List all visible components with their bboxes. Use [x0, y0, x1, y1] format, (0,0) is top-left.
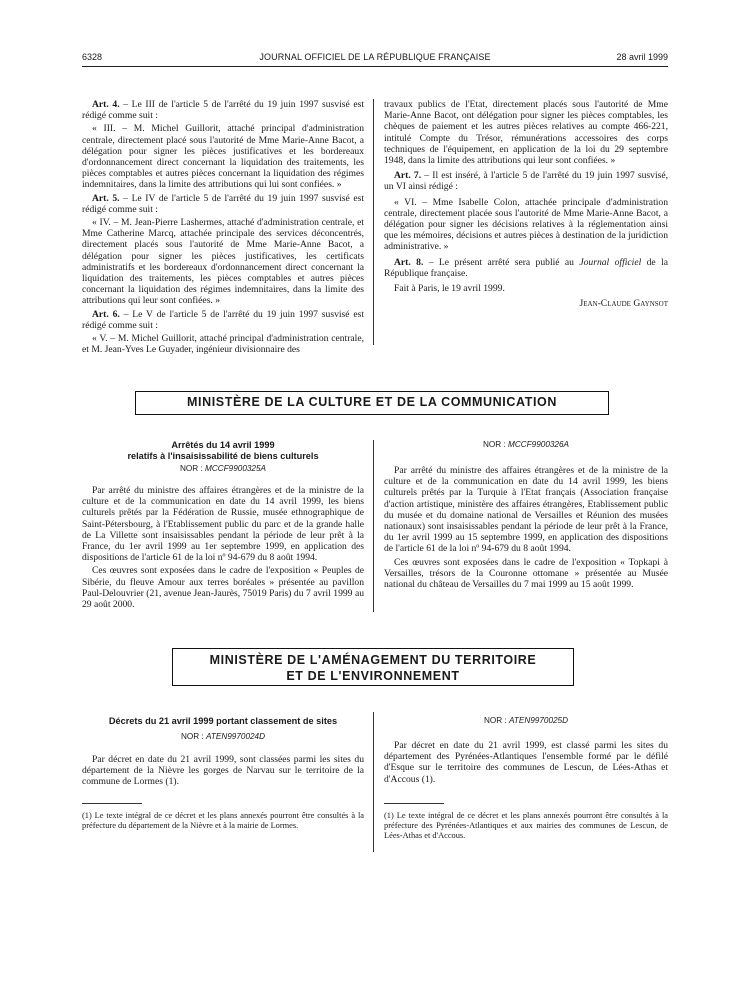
article-8: Art. 8. – Le présent arrêté sera publié au Journal officiel de la République française.	[384, 256, 668, 279]
journal-title: JOURNAL OFFICIEL DE LA RÉPUBLIQUE FRANÇAISE	[259, 52, 491, 62]
article-6: Art. 6. – Le V de l'article 5 de l'arrêté du 19 juin 1997 susvisé est rédigé comme suit :	[82, 308, 365, 331]
page-header	[82, 52, 668, 66]
decree-paragraph: Par décret en date du 21 avril 1999, est classé parmi les sites du département des Pyrénées-Atlantiques l'ensemble formé par le défilé d'Esque sur le territoire des communes de Lescun, de Lées-Athas et d'Accous (1).	[384, 740, 668, 785]
section3-title: Décrets du 21 avril 1999 portant classement de sites	[108, 716, 338, 726]
footnote-rule	[82, 803, 142, 804]
nor-reference: NOR : MCCF9900326A	[482, 440, 569, 449]
nor-reference: NOR : MCCF9900325A	[179, 464, 266, 473]
article-4-quote: « III. – M. Michel Guillorit, attaché principal d'administration centrale, directement placé sous l'autorité de Mme Marie-Anne Bacot, a délégation pour signer les pièces justificatives et les bordereaux d'ordonnancement direct concernant la liquidation des traitements, les pièces comptables et autres pièces concernant la liquidation des régimes indemnitaires, dans la limite des attributions qui lui sont confiées. »	[82, 123, 364, 191]
header-rule	[82, 66, 668, 67]
issue-date: 28 avril 1999	[616, 52, 668, 62]
nor-reference: NOR : ATEN9970025D	[483, 716, 569, 725]
column-divider	[373, 99, 374, 345]
exhibition-paragraph: Ces œuvres sont exposées dans le cadre de l'exposition « Peuples de Sibérie, du fleuve Amour aux terres boréales » présentée au pavillon Paul-Delouvrier (21, avenue Jean-Jaurès, 75019 Paris) du 7 avril 1999 au 29 août 2000.	[82, 565, 364, 611]
decree-paragraph: Par arrêté du ministre des affaires étrangères et de la ministre de la culture et de la communication en date du 14 avril 1999, les biens culturels prêtés par la Fédération de Russie, musée ethnographique de Saint-Pétersbourg, à l'Etablissement public du parc et de la grande halle de La Villette sont insaisissables pendant la période de leur prêt à la France, du 1er avril 1999 au 1er septembre 1999, en application des dispositions de l'article 61 de la loi nº 94-679 du 8 août 1994.	[82, 485, 364, 564]
decree-paragraph: Par arrêté du ministre des affaires étrangères et de la ministre de la culture et de la communication en date du 14 avril 1999, les biens culturels prêtés par la Turquie à l'Etat français (Association française d'action artistique, ministère des affaires étrangères, Etablissement public du musée et du domaine national de Versailles et Réunion des musées nationaux) sont insaisissables pendant la période de leur prêt à la France, du 1er avril 1999 au 15 septembre 1999, en application des dispositions de l'article 61 de la loi nº 94-679 du 8 août 1994.	[384, 465, 668, 555]
ministry-environment-title-line1: MINISTÈRE DE L'AMÉNAGEMENT DU TERRITOIRE	[209, 653, 537, 667]
decree-paragraph: Par décret en date du 21 avril 1999, sont classées parmi les sites du département de la Nièvre les gorges de Narvau sur le territoire de la commune de Lormes (1).	[82, 754, 364, 788]
article-6-quote: « V. – M. Michel Guillorit, attaché principal d'administration centrale, et M. Jean-Yves Le Guyader, ingénieur divisionnaire des	[82, 333, 364, 356]
footnote: (1) Le texte intégral de ce décret et les plans annexés pourront être consultés à la préfecture des Pyrénées-Atlantiques et aux mairies des communes de Lescun, de Lées-Athas et d'Accous.	[384, 811, 668, 840]
signature: Jean-Claude Gaynsot	[579, 298, 668, 310]
section1-right-column	[384, 99, 668, 311]
section3-right-column	[384, 740, 668, 787]
ministry-environment-box	[172, 648, 574, 686]
section1-left-column	[82, 99, 364, 357]
column-divider	[373, 712, 374, 852]
section3-left-column	[82, 754, 364, 790]
article-4: Art. 4. – Le III de l'article 5 de l'arrêté du 19 juin 1997 susvisé est rédigé comme suit :	[82, 99, 365, 122]
ministry-culture-box	[135, 391, 609, 415]
column-divider	[373, 440, 374, 612]
ministry-culture-title: MINISTÈRE DE LA CULTURE ET DE LA COMMUNICATION	[187, 395, 557, 409]
quote-continuation: travaux publics de l'Etat, directement placés sous l'autorité de Mme Marie-Anne Bacot, ont délégation pour signer les pièces comptables, les chèques de paiement et les autres pièces relatives au compte 466-221, intitulé Compte du Trésor, rémunérations accessoires des corps techniques de l'équipement, en application de la loi du 29 septembre 1948, dans la limite des attributions qui leur sont confiées. »	[384, 99, 668, 167]
footnote-rule	[384, 803, 444, 804]
article-7-quote: « VI. – Mme Isabelle Colon, attachée principale d'administration centrale, directement placée sous l'autorité de Mme Marie-Anne Bacot, a délégation pour signer les décisions relatives à la réglementation ainsi que les mémoires, décisions et autres pièces à destination de la juridiction administrative. »	[384, 196, 668, 253]
ministry-environment-title-line2: ET DE L'ENVIRONNEMENT	[286, 669, 460, 683]
nor-reference: NOR : ATEN9970024D	[180, 732, 266, 741]
page-number: 6328	[82, 52, 103, 62]
article-7: Art. 7. – Il est inséré, à l'article 5 de l'arrêté du 19 juin 1997 susvisé, un VI ainsi rédigé :	[384, 170, 669, 193]
section2-title: Arrêtés du 14 avril 1999 relatifs à l'insaisissabilité de biens culturels	[127, 440, 319, 461]
article-5: Art. 5. – Le IV de l'article 5 de l'arrêté du 19 juin 1997 susvisé est rédigé comme suit :	[82, 192, 365, 215]
exhibition-paragraph: Ces œuvres sont exposées dans le cadre de l'exposition « Topkapi à Versailles, trésors de la Couronne ottomane » présentée au Musée national du château de Versailles du 7 mai 1999 au 15 août 1999.	[384, 556, 668, 591]
section2-left-column	[82, 485, 364, 612]
done-at: Fait à Paris, le 19 avril 1999.	[394, 283, 505, 295]
article-5-quote: « IV. – M. Jean-Pierre Lashermes, attaché d'administration centrale, et Mme Catherine Marcq, attachée principale des services déconcentrés, directement placés sous l'autorité de Mme Marie-Anne Bacot, a délégation pour signer les pièces justificatives, les certificats administratifs et les bordereaux d'ordonnancement direct concernant la liquidation des traitements, les pièces comptables et autres pièces concernant la liquidation des régimes indemnitaires, dans la limite des attributions qui leur sont confiées. »	[82, 217, 364, 307]
section2-right-column	[384, 465, 668, 592]
footnote: (1) Le texte intégral de ce décret et les plans annexés pourront être consultés à la préfecture du département de la Nièvre et à la mairie de Lormes.	[82, 811, 364, 830]
